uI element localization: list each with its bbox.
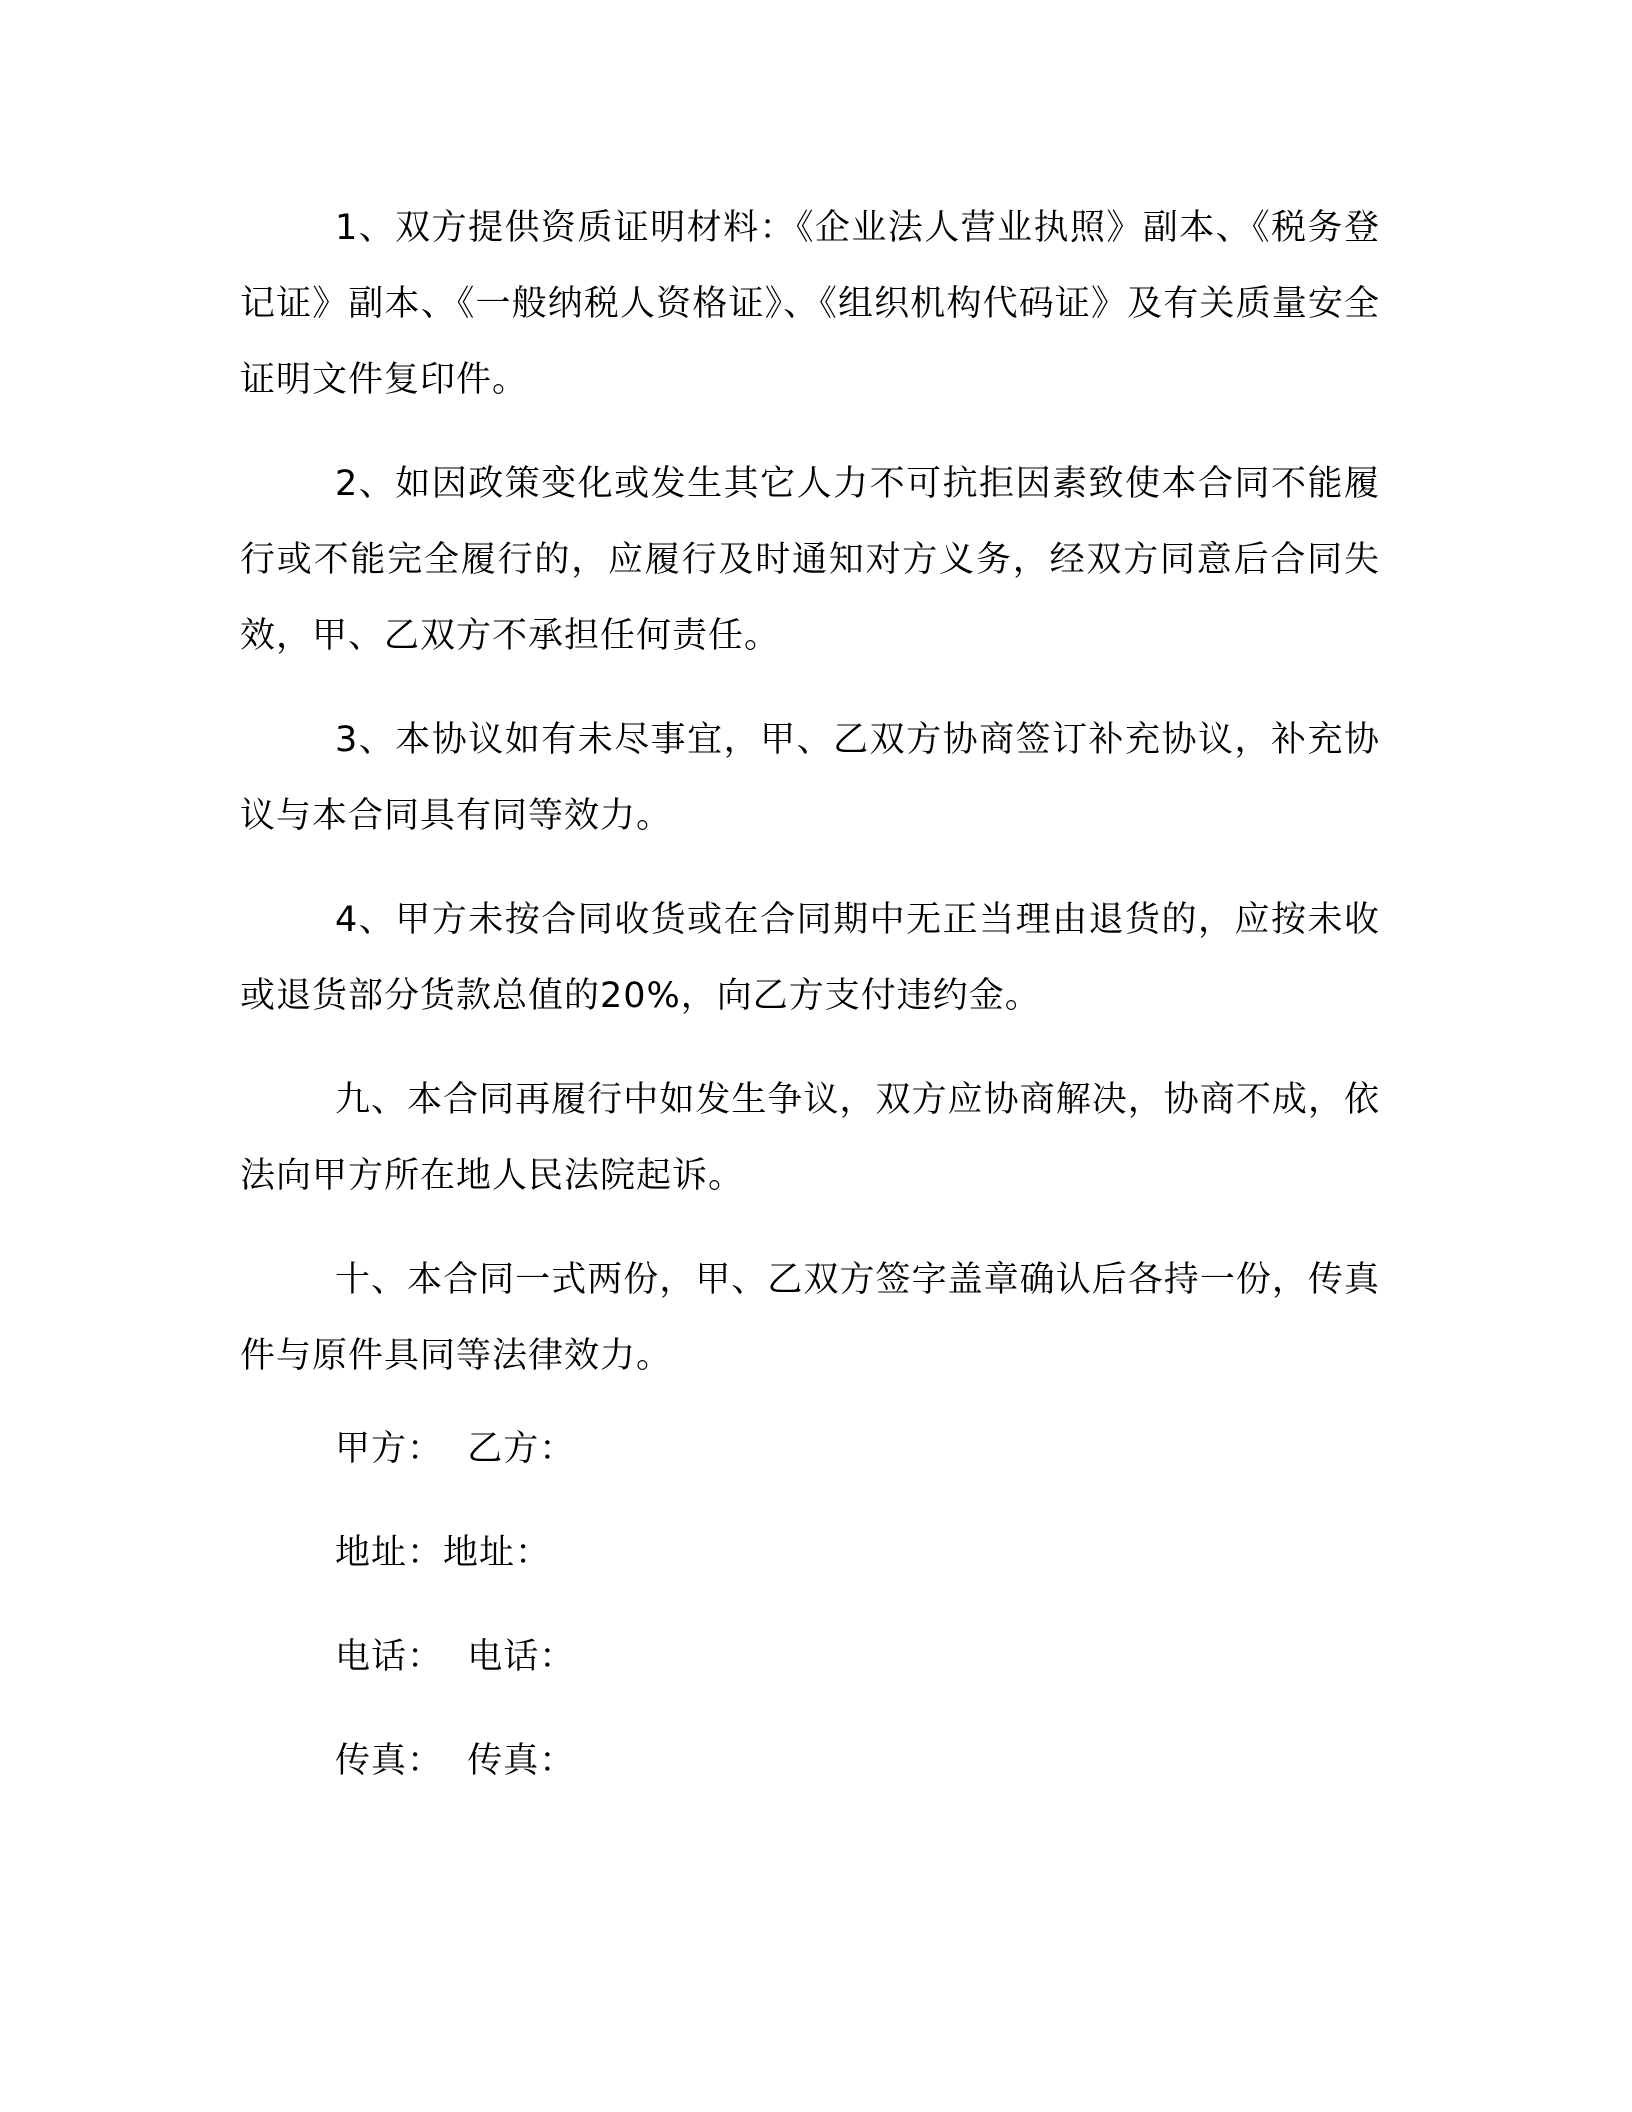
contract-body bbox=[240, 190, 1380, 1840]
address-field: 地址：地址： bbox=[335, 1533, 552, 1573]
clause-1: 1、双方提供资质证明材料：《企业法人营业执照》副本、《税务登记证》副本、《一般纳税人资格证》、《组织机构代码证》及有关质量安全证明文件复印件。 bbox=[240, 208, 1380, 400]
clause-2: 2、如因政策变化或发生其它人力不可抗拒因素致使本合同不能履行或不能完全履行的，应履行及时通知对方义务，经双方同意后合同失效，甲、乙双方不承担任何责任。 bbox=[240, 464, 1380, 656]
clause-3: 3、本协议如有未尽事宜，甲、乙双方协商签订补充协议，补充协议与本合同具有同等效力。 bbox=[240, 720, 1380, 836]
signature-block bbox=[240, 1424, 1380, 1786]
party-field: 甲方： 乙方： bbox=[335, 1429, 576, 1469]
clause-9: 九、本合同再履行中如发生争议，双方应协商解决，协商不成，依法向甲方所在地人民法院起诉。 bbox=[240, 1080, 1380, 1196]
fax-field: 传真： 传真： bbox=[335, 1741, 576, 1781]
clause-4: 4、甲方未按合同收货或在合同期中无正当理由退货的，应按未收或退货部分货款总值的20%，向乙方支付违约金。 bbox=[240, 900, 1380, 1016]
clause-10: 十、本合同一式两份，甲、乙双方签字盖章确认后各持一份，传真件与原件具同等法律效力。 bbox=[240, 1260, 1380, 1376]
phone-field: 电话： 电话： bbox=[335, 1637, 576, 1677]
